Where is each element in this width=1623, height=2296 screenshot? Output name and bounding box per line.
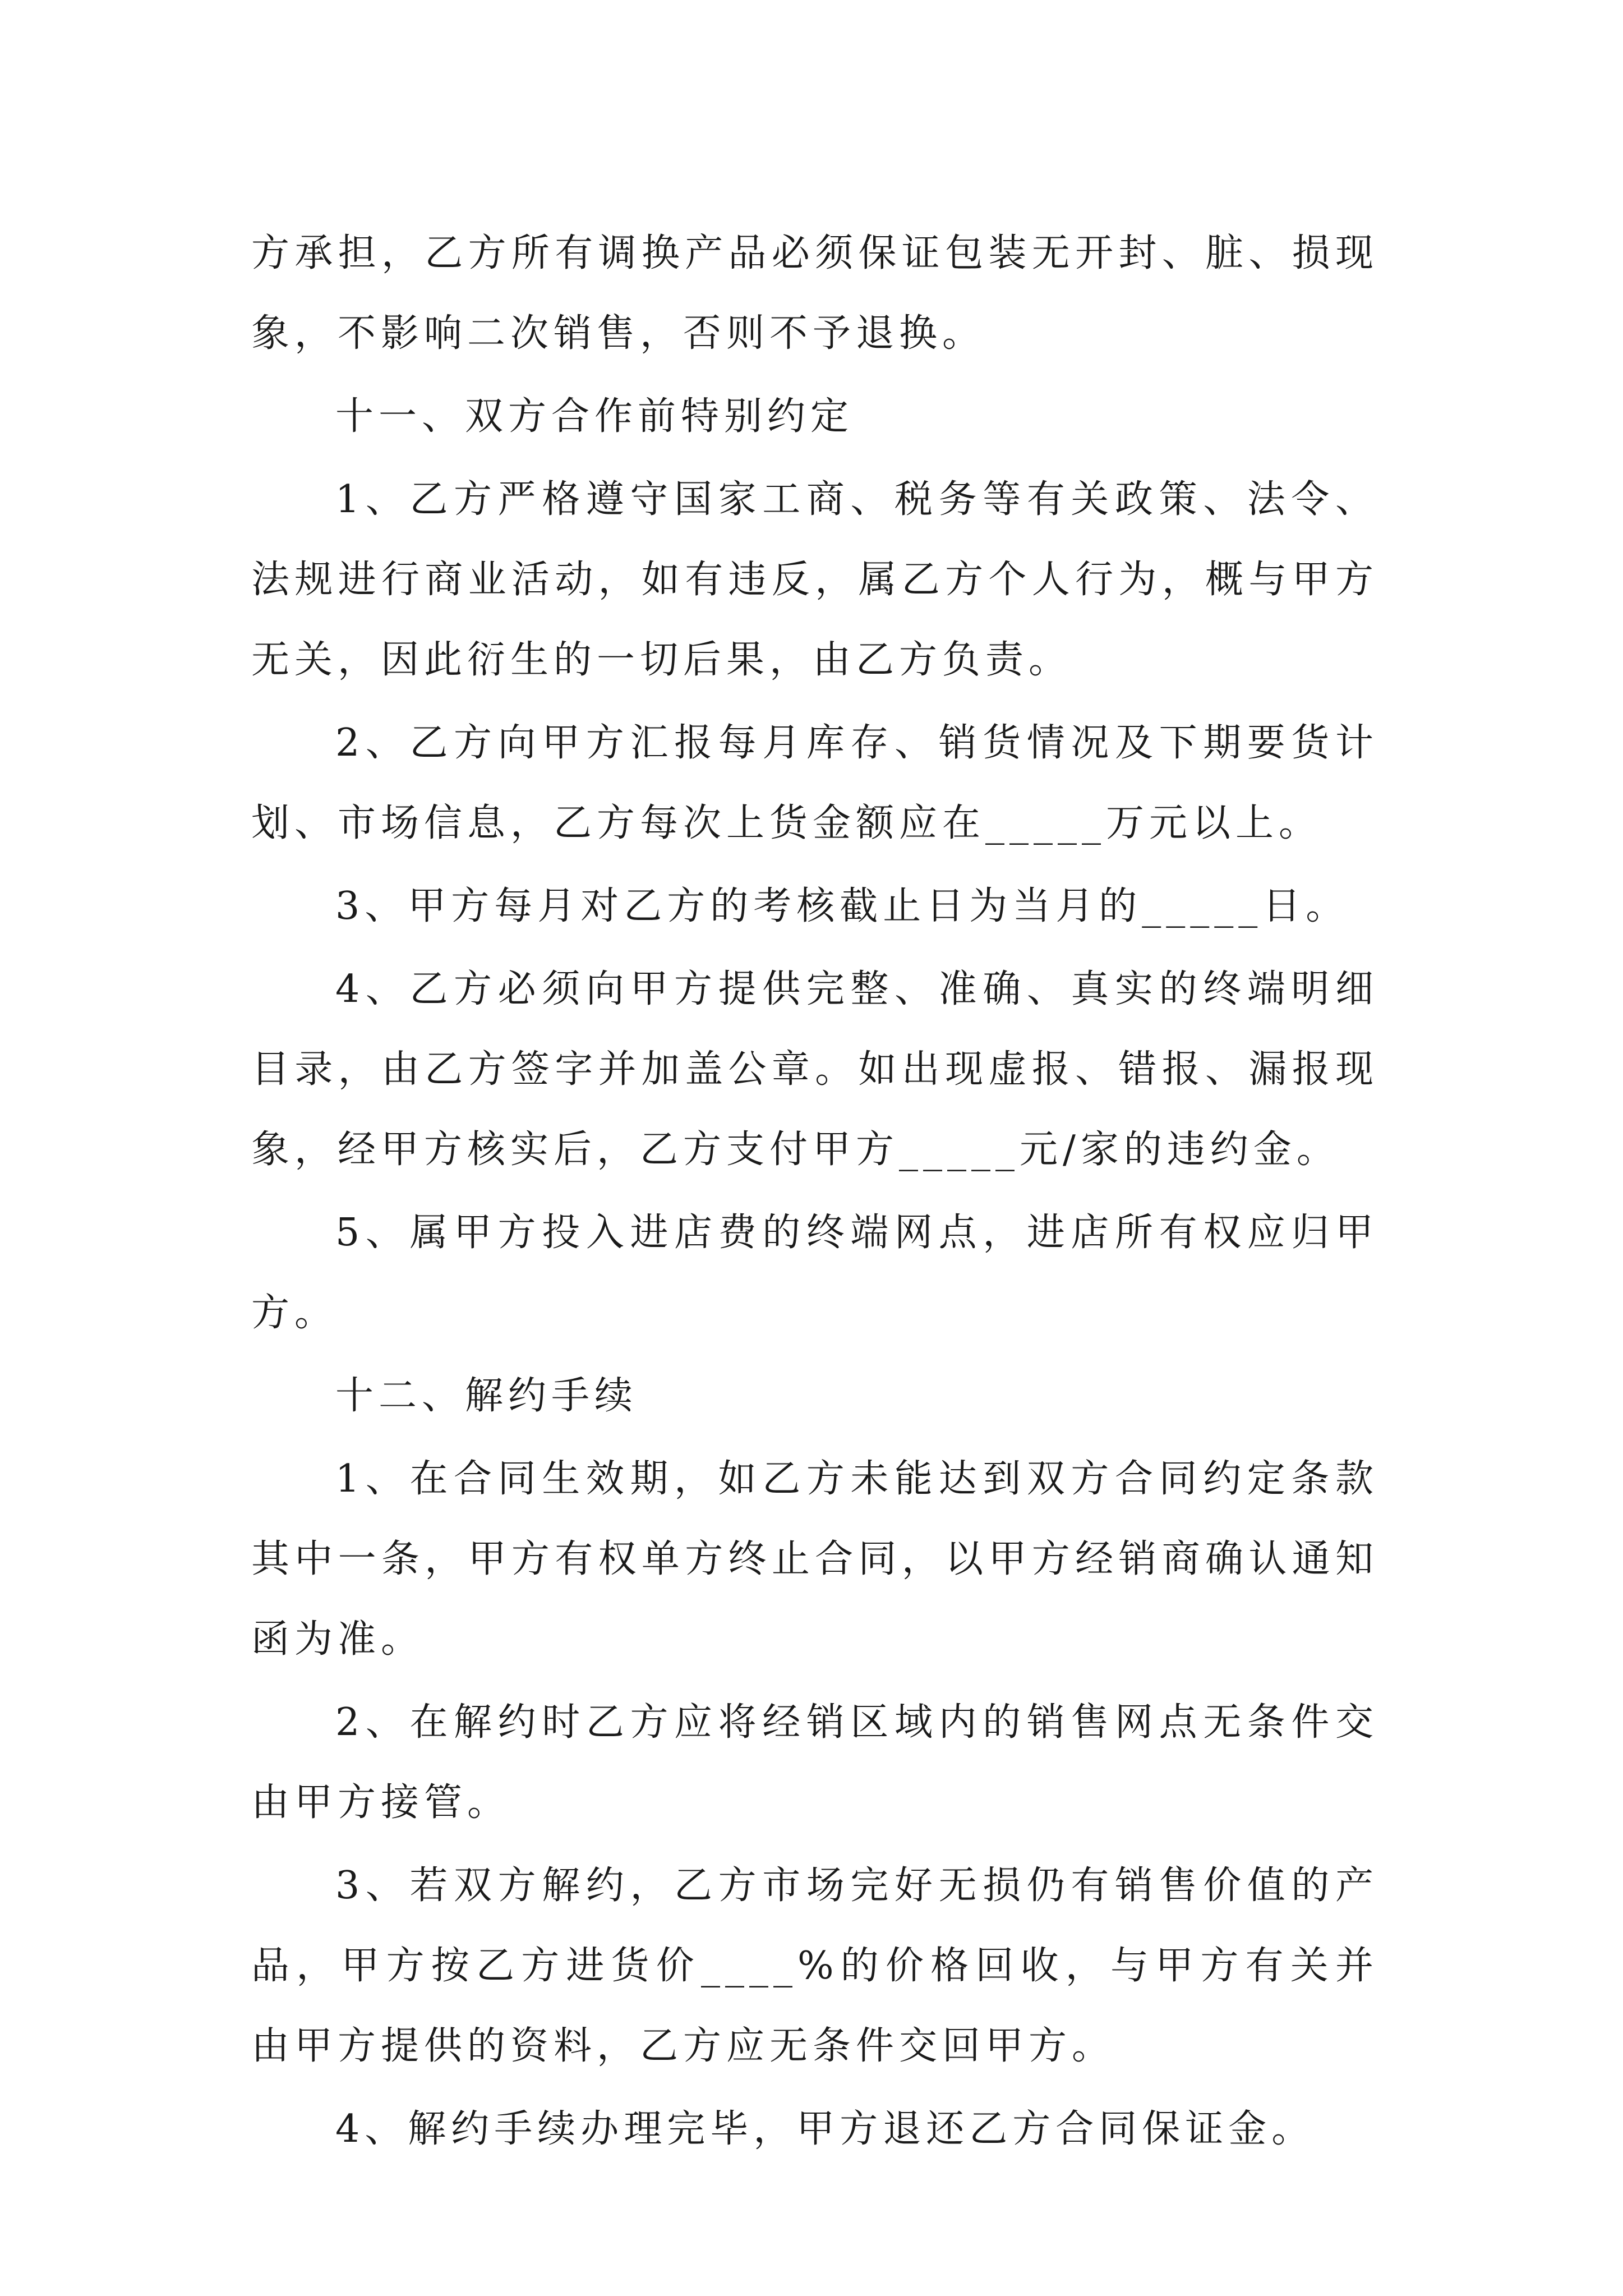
paragraph-continuation: 方承担，乙方所有调换产品必须保证包装无开封、脏、损现象，不影响二次销售，否则不予退换。 — [251, 231, 1378, 356]
paragraph-12-3: 3、若双方解约，乙方市场完好无损仍有销售价值的产品，甲方按乙方进货价____%的价格回收，与甲方有关并由甲方提供的资料，乙方应无条件交回甲方。 — [251, 1864, 1378, 2068]
paragraph-11-4: 4、乙方必须向甲方提供完整、准确、真实的终端明细目录，由乙方签字并加盖公章。如出现虚报、错报、漏报现象，经甲方核实后，乙方支付甲方_____元/家的违约金。 — [251, 967, 1378, 1172]
paragraph-12-2: 2、在解约时乙方应将经销区域内的销售网点无条件交由甲方接管。 — [251, 1700, 1378, 1825]
section-heading-11: 十一、双方合作前特别约定 — [335, 394, 854, 439]
paragraph-11-1: 1、乙方严格遵守国家工商、税务等有关政策、法令、法规进行商业活动，如有违反，属乙方个人行为，概与甲方无关，因此衍生的一切后果，由乙方负责。 — [251, 477, 1378, 682]
document-page — [251, 213, 1378, 2172]
section-heading-12: 十二、解约手续 — [335, 1374, 638, 1418]
paragraph-11-3: 3、甲方每月对乙方的考核截止日为当月的_____日。 — [335, 884, 1349, 928]
paragraph-11-5: 5、属甲方投入进店费的终端网点，进店所有权应归甲方。 — [251, 1211, 1378, 1335]
paragraph-12-4: 4、解约手续办理完毕，甲方退还乙方合同保证金。 — [335, 2107, 1315, 2151]
paragraph-11-2: 2、乙方向甲方汇报每月库存、销货情况及下期要货计划、市场信息，乙方每次上货金额应在_____万元以上。 — [251, 721, 1378, 845]
paragraph-12-1: 1、在合同生效期，如乙方未能达到双方合同约定条款其中一条，甲方有权单方终止合同，以甲方经销商确认通知函为准。 — [251, 1457, 1378, 1662]
